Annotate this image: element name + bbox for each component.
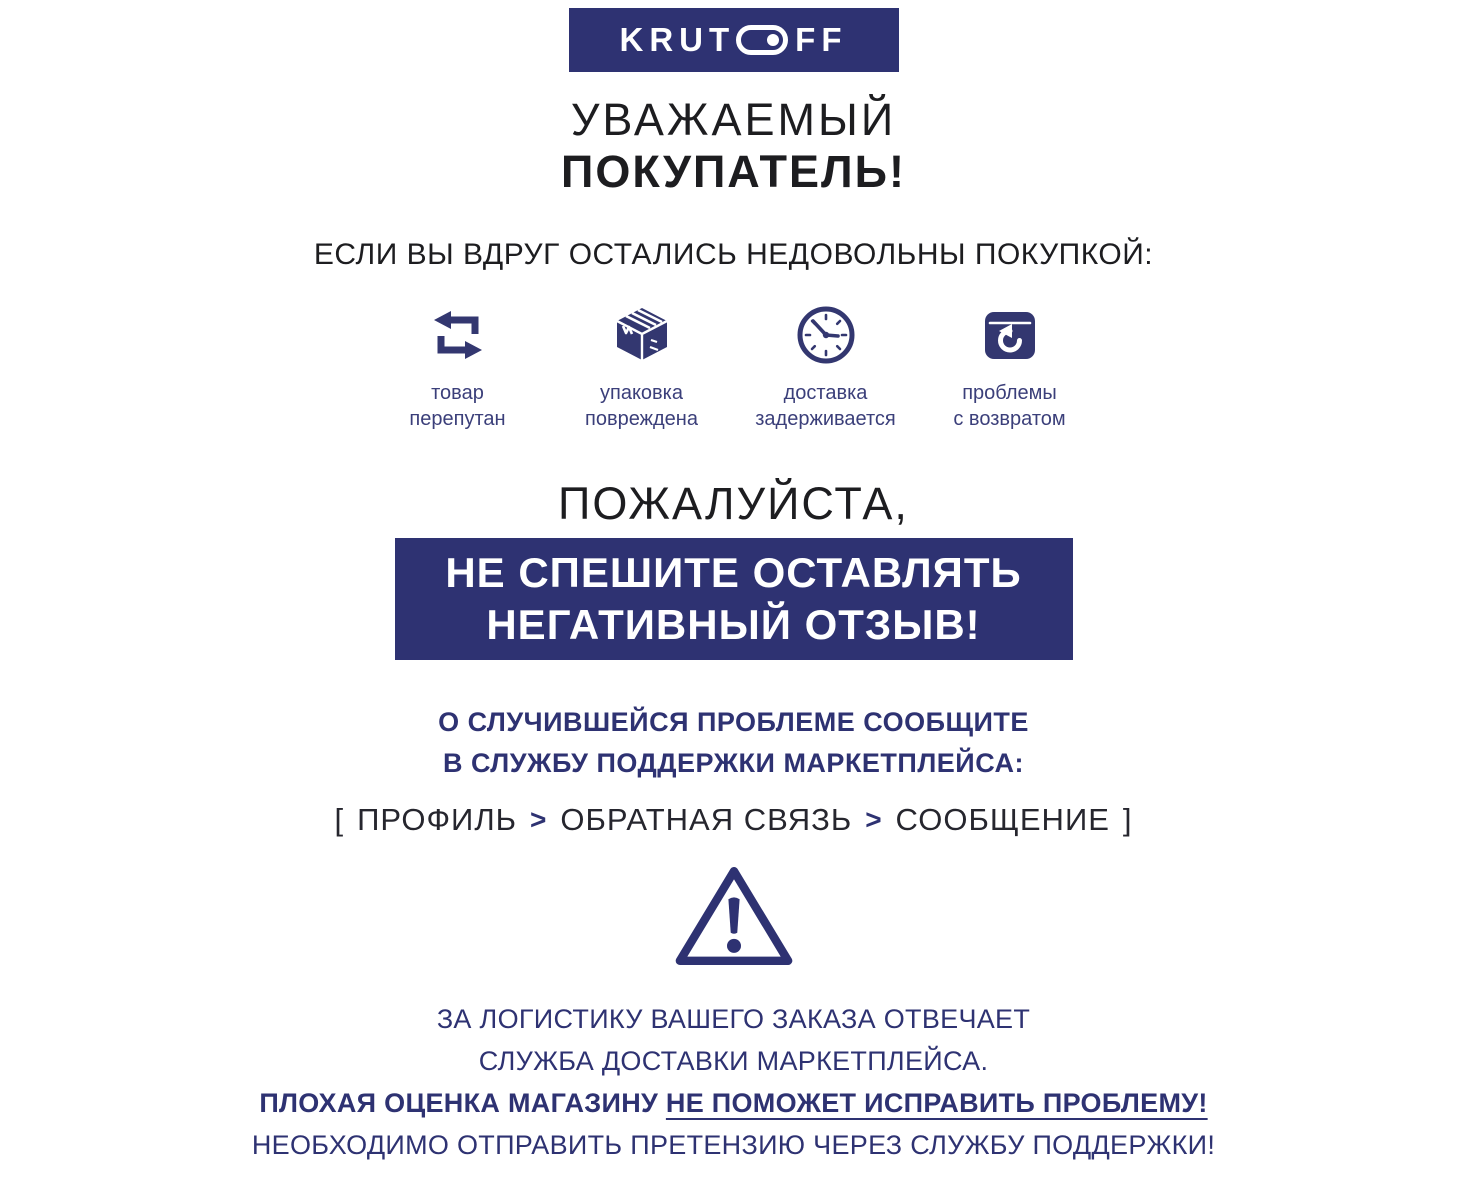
issue-delayed-delivery: [734, 302, 918, 432]
swap-arrows-icon: [426, 302, 490, 368]
issue-label: товар перепутан: [409, 382, 506, 430]
support-heading: [438, 702, 1029, 784]
please-text: ПОЖАЛУЙСТА,: [558, 478, 909, 529]
logo-text-left: KRUT: [619, 21, 736, 58]
warning-banner: [395, 538, 1073, 660]
chevron-right-icon: >: [530, 804, 548, 835]
logo-toggle-o-icon: [736, 25, 788, 55]
bracket-open: [: [334, 802, 345, 837]
issue-label: доставка задерживается: [755, 382, 896, 430]
footer-line3-underlined: НЕ ПОМОЖЕТ ИСПРАВИТЬ ПРОБЛЕМУ!: [665, 1088, 1208, 1118]
breadcrumb-step-feedback: ОБРАТНАЯ СВЯЗЬ: [560, 802, 853, 837]
issue-label: упаковка повреждена: [585, 382, 698, 430]
footer-line4: НЕОБХОДИМО ОТПРАВИТЬ ПРЕТЕНЗИЮ ЧЕРЕЗ СЛУЖБУ ПОДДЕРЖКИ!: [251, 1130, 1216, 1160]
banner-line1: НЕ СПЕШИТЕ ОСТАВЛЯТЬ: [445, 549, 1022, 596]
intro-text: ЕСЛИ ВЫ ВДРУГ ОСТАЛИСЬ НЕДОВОЛЬНЫ ПОКУПКОЙ:: [313, 238, 1154, 271]
greeting-heading: [561, 94, 906, 198]
logo-text-right: FF: [795, 21, 848, 58]
footer-line2: СЛУЖБА ДОСТАВКИ МАРКЕТПЛЕЙСА.: [478, 1046, 989, 1076]
footer-notes: [252, 1003, 1215, 1171]
warning-triangle-icon: [668, 860, 800, 977]
chevron-right-icon: >: [865, 804, 883, 835]
damaged-package-icon: [610, 302, 674, 368]
brand-logo: [569, 8, 899, 72]
banner-line2: НЕГАТИВНЫЙ ОТЗЫВ!: [486, 601, 981, 648]
issue-damaged-packaging: [550, 302, 734, 432]
return-box-icon: [978, 302, 1042, 368]
breadcrumb-step-profile: ПРОФИЛЬ: [357, 802, 518, 837]
issue-wrong-item: [366, 302, 550, 432]
support-line1: О СЛУЧИВШЕЙСЯ ПРОБЛЕМЕ СООБЩИТЕ: [438, 707, 1029, 737]
bracket-close: ]: [1122, 802, 1133, 837]
footer-line3: ПЛОХАЯ ОЦЕНКА МАГАЗИНУ НЕ ПОМОЖЕТ ИСПРАВИТЬ ПРОБЛЕМУ!: [259, 1088, 1208, 1118]
greeting-line1: УВАЖАЕМЫЙ: [570, 94, 897, 145]
issue-return-problems: [918, 302, 1102, 432]
footer-line1: ЗА ЛОГИСТИКУ ВАШЕГО ЗАКАЗА ОТВЕЧАЕТ: [436, 1004, 1031, 1034]
breadcrumb-step-message: СООБЩЕНИЕ: [895, 802, 1110, 837]
support-line2: В СЛУЖБУ ПОДДЕРЖКИ МАРКЕТПЛЕЙСА:: [442, 748, 1025, 778]
breadcrumb: [334, 802, 1132, 838]
issues-row: [366, 302, 1102, 432]
greeting-line2: ПОКУПАТЕЛЬ!: [561, 146, 906, 197]
issue-label: проблемы с возвратом: [953, 382, 1066, 430]
clock-icon: [794, 302, 858, 368]
